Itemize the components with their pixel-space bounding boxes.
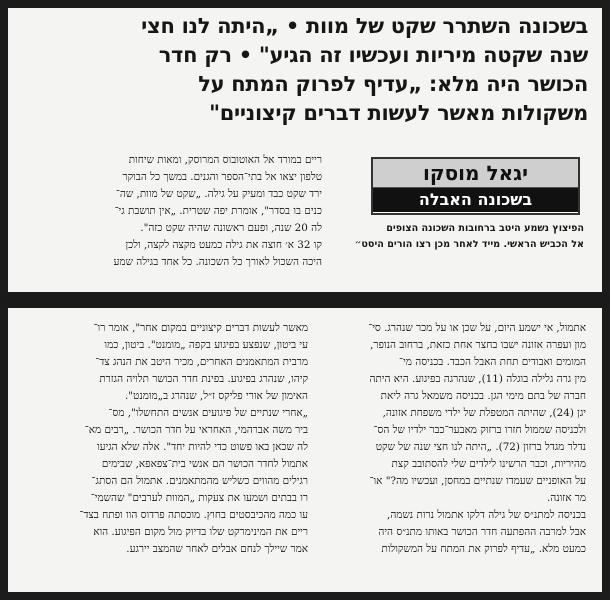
text-line: „אחרי שנתיים של פיגועים אנשים התחשלו", מס־: [108, 407, 308, 419]
text-line: ולכניסה שממול חזרו ברזוק מאבער־כבר ילדיו של הס־: [373, 424, 586, 436]
text-line: ביר משה אברהמי, האחראי על חדר הכושר. „רבים מא־: [84, 424, 308, 436]
text-line: ירד שקט כבד ומעיק על גילה. „שקט של מוות, שה־: [115, 188, 322, 200]
text-line: טלפון יצאו אל בתי־הספר והגנים. במשך כל הבוקר: [122, 171, 322, 183]
text-line: נדלר מגדל ברזון (72). „היתה לנו חצי שנה של שקט: [375, 441, 586, 453]
text-line: לה שכאן באו פשוט כדי להיות יחד". אלה שלא הגיעו: [96, 441, 308, 453]
headline-line: הכושר היה מלא: „עדיף לפרוק המתח על: [198, 72, 588, 96]
text-line: עו כמה מהכיבסטים בחוץ. מוכסתה פרדוס הוו ופתח בצד־: [79, 509, 308, 521]
lead-line: אל הכביש הראשי. מייד לאחר מכן רצו הורים היסט״: [354, 239, 584, 250]
text-line: מון ועפרה אזונה ישבו בחצר אחת כזאת, ברחוב הנופר,: [370, 339, 586, 351]
text-line: קו 32 א׳ חוצה את גילה כמעט מקצה לקצה, ולכן: [125, 239, 322, 251]
bottom-left-column: [22, 320, 308, 558]
text-line: מר אזונה.: [546, 492, 586, 504]
text-line: היכה השכול לאורך כל השכונה. כל אחד בגילה שמע: [113, 256, 322, 268]
text-line: כנים בו בסדר", אומרת יפה שטרית. „אין תושבת גי־: [114, 205, 322, 217]
headline-line: בשכונה השתרר שקט של מוות • „היתה לנו חצי: [141, 14, 588, 38]
text-line: אמר שיילך לנחם אבלים לאחר שהמצב יירגע.: [126, 543, 308, 555]
text-line: ריים את המינימרקט שלו בדיוק מול מקום הפיגוע. הוא: [93, 526, 308, 538]
headline-line: משקולות מאשר לעשות דברים קיצוניים": [209, 101, 588, 125]
text-line: אתמול לחדר הכושר הם אנשי בית־צפאפא, שבימים: [101, 458, 308, 470]
text-line: לה 20 שנה, ופעם ראשונה שהיה שקט כזה".: [140, 222, 322, 234]
text-line: ריים במורד אל האוטובוס המרוסק, ומאות שיחות: [128, 154, 322, 166]
text-line: אבל למרבה ההפתעה חדר הכושר באותו מתנ״ס היה: [378, 526, 586, 538]
headline-line: שנה שקטה מיריות ועכשיו זה הגיע" • רק חדר: [158, 43, 588, 67]
top-left-column: [22, 152, 322, 271]
lead-line: הפיצוץ נשמע היטב ברחובות השכונה הצופים: [386, 223, 584, 234]
byline-box: [371, 157, 580, 215]
text-line: בכניסה למתנ״ס של גילה דלקו אתמול נרות נשמה,: [387, 509, 586, 521]
clipping-gap: [0, 292, 610, 308]
text-line: על האופניים שעמדו שנתיים במחסן, ועכשיו מה?" או־: [369, 475, 586, 487]
reporter-name: יגאל מוסקו: [373, 159, 578, 188]
text-line: קיהו, שנהרג בפיגוע. בפינת חדר הכושר תלויה הגזרת: [99, 373, 308, 385]
text-line: יגן (24), שהיתה המטפלת של ילדי משפחת אזונה,: [382, 407, 586, 419]
lead-paragraph: [344, 221, 584, 253]
text-line: מין גרה גלילה בוגלה (11), שנהרגה בפיגוע. היא היתה: [369, 373, 586, 385]
bottom-right-column: [318, 320, 586, 558]
text-line: רו בבתים ושמעו את צעקות „המוות לערבים" שהשמי־: [90, 492, 308, 504]
headline: [18, 12, 588, 128]
text-line: רגילים מהווים כשליש מהמתאמנים. אתמול הם הסתג־: [91, 475, 308, 487]
text-line: חברה של בתם מימי הגן. בכניסה משמאל גרה ליאת: [380, 390, 586, 402]
text-line: מהיריות, וכבר הרשינו לילדים שלי להסתובב קצת: [391, 458, 586, 470]
text-line: האימון של אורי פליקס ז״ל, שנהרג ב„מומנט".: [124, 390, 308, 402]
text-line: המומים ואבודים תחת האבל הכבד. בכניסה מי־: [399, 356, 586, 368]
text-line: אתמול, אי ישמע היום, על שכן או על מכר שנהרג. סי־: [368, 322, 586, 334]
text-line: מרבית המתאמנים האחרים, מכיר היטב את הנהג צד־: [95, 356, 308, 368]
byline-location: בשכונה האבלה: [373, 188, 578, 212]
text-line: מאשר לעשות דברים קיצוניים במקום אחר", אומר רו־: [93, 322, 308, 334]
text-line: עי ביטון, שנפצע בפיגוע בקפה „מומנט". ביטון, כמו: [104, 339, 308, 351]
text-line: כמעט מלא. „עדיף לפרוק את המתח על המשקולות: [381, 543, 586, 555]
